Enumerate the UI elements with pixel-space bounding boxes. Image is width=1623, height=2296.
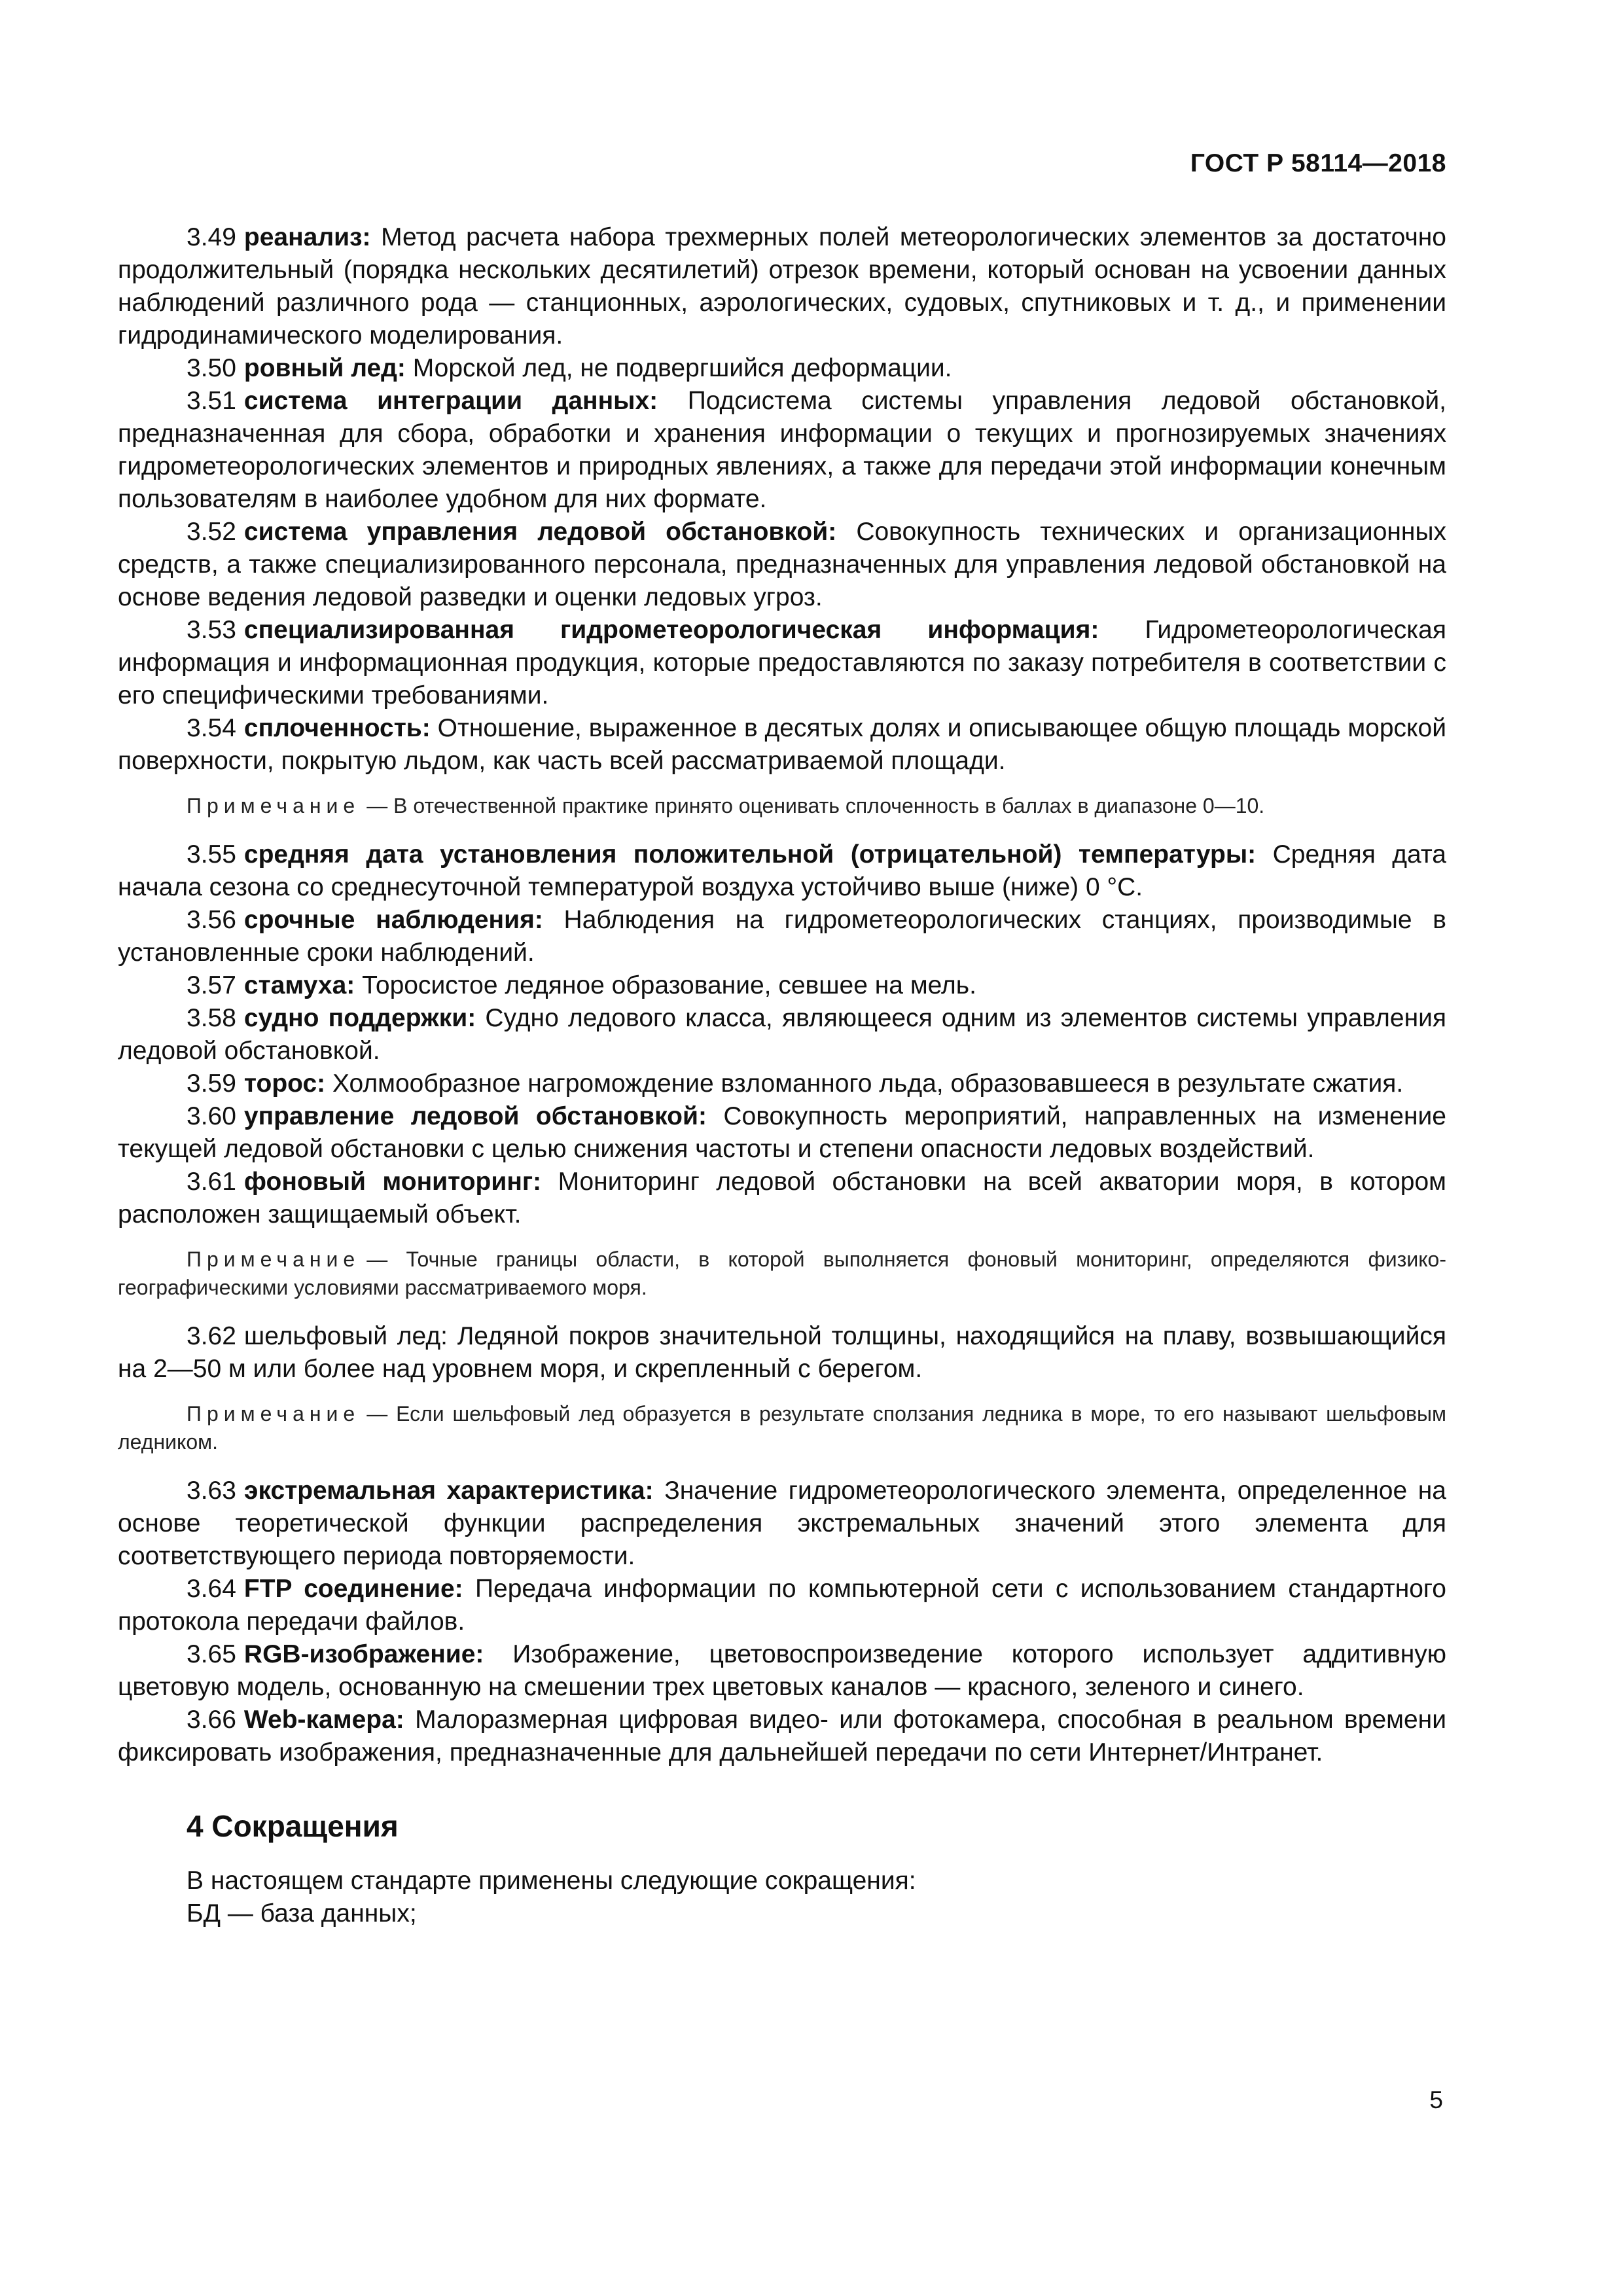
abbreviation-item: БД — база данных; [187,1899,417,1928]
term-number: 3.52 [187,518,236,546]
term-definition: Метод расчета набора трехмерных полей метеорологических элементов за достаточно продолжительный (порядка нескольких десятилетий) отрезок времени, который основан на усвоении данных наблюдений различного рода — станционных, аэрологических, судовых, спутниковых и т. д., и применении гидродинамического моделирования. [118,223,1446,350]
term-definition: Гидрометеорологическая информация и информационная продукция, которые предоставляются по заказу потребителя в соответствии с его специфическими требованиями. [118,616,1446,709]
term-name: RGB-изображение: [243,1640,484,1668]
term-name: фоновый мониторинг: [243,1168,542,1196]
term-entry [118,1573,1446,1638]
term-note [118,1400,1446,1456]
term-definition: Совокупность мероприятий, направленных на изменение текущей ледовой обстановки с целью снижения частоты и степени опасности ледовых воздействий. [118,1102,1447,1163]
document-code-header: ГОСТ Р 58114—2018 [1190,149,1446,177]
term-number: 3.57 [187,971,236,999]
term-name: Web-камера: [243,1706,404,1734]
term-definition: шельфовый лед: Ледяной покров значительной толщины, находящийся на плаву, возвышающийся на 2—50 м или более над уровнем моря, и скрепленный с берегом. [118,1322,1446,1383]
term-entry [118,712,1446,778]
term-entry [118,1067,1446,1100]
term-number: 3.54 [187,714,236,742]
note-text: — В отечественной практике принято оценивать сплоченность в баллах в диапазоне 0—10. [366,794,1265,817]
term-name: стамуха: [243,971,355,999]
term-number: 3.55 [187,840,236,869]
term-number: 3.65 [187,1640,236,1668]
term-number: 3.51 [187,387,236,415]
term-definition: Малоразмерная цифровая видео- или фотокамера, способная в реальном времени фиксировать изображения, предназначенные для дальнейшей передачи по сети Интернет/Интранет. [118,1706,1446,1767]
term-name: управление ледовой обстановкой: [243,1102,707,1130]
term-definition: Подсистема системы управления ледовой обстановкой, предназначенная для сбора, обработки и хранения информации о текущих и прогнозируемых значениях гидрометеорологических элементов и природных явлениях, а также для передачи этой информации конечным пользователям в наиболее удобном для них формате. [118,387,1446,513]
term-name: сплоченность: [243,714,431,742]
term-entry [118,1704,1446,1769]
term-entry [118,838,1446,904]
section-intro: В настоящем стандарте применены следующие сокращения: [187,1867,916,1895]
term-entry [118,352,1446,385]
term-number: 3.63 [187,1477,236,1505]
note-label: Примечание [187,1402,361,1426]
term-definition: Мониторинг ледовой обстановки на всей акватории моря, в котором расположен защищаемый объект. [118,1168,1446,1229]
term-entry [118,969,1446,1002]
section-title: 4 Сокращения [187,1809,399,1843]
term-number: 3.61 [187,1168,236,1196]
term-entry [118,1002,1446,1067]
term-number: 3.60 [187,1102,236,1130]
term-number: 3.58 [187,1004,236,1032]
term-entry [118,516,1446,614]
term-entry [118,1166,1446,1231]
term-number: 3.53 [187,616,236,644]
term-definition: Судно ледового класса, являющееся одним из элементов системы управления ледовой обстановкой. [118,1004,1447,1065]
term-name: средняя дата установления положительной (отрицательной) температуры: [243,840,1257,869]
term-name: специализированная гидрометеорологическая информация: [243,616,1099,644]
note-label: Примечание [187,794,361,817]
term-number: 3.59 [187,1069,236,1098]
term-name: экстремальная характеристика: [243,1477,654,1505]
term-entry [118,1638,1446,1704]
term-entry [118,1100,1446,1166]
note-label: Примечание [187,1247,361,1271]
term-definition: Наблюдения на гидрометеорологических станциях, производимые в установленные сроки наблюдений. [118,906,1447,967]
term-number: 3.49 [187,223,236,251]
note-text: — Если шельфовый лед образуется в результате сползания ледника в море, то его называют шельфовым ледником. [118,1402,1446,1454]
term-note [118,1246,1446,1302]
document-body [118,221,1446,1930]
terms-list [118,221,1446,1769]
term-number: 3.66 [187,1706,236,1734]
term-definition: Морской лед, не подвергшийся деформации. [412,354,952,382]
term-number: 3.62 [187,1322,236,1350]
term-entry [118,221,1446,352]
term-definition: Средняя дата начала сезона со среднесуточной температурой воздуха устойчиво выше (ниже) 0 °C. [118,840,1446,901]
term-definition: Значение гидрометеорологического элемента, определенное на основе теоретической функции распределения экстремальных значений этого элемента для соответствующего периода повторяемости. [118,1477,1447,1570]
term-definition: Совокупность технических и организационных средств, а также специализированного персонала, предназначенных для управления ледовой обстановкой на основе ведения ледовой разведки и оценки ледовых угроз. [118,518,1446,611]
term-definition: Изображение, цветовоспроизведение которого использует аддитивную цветовую модель, основанную на смешении трех цветовых каналов — красного, зеленого и синего. [118,1640,1446,1701]
term-note [118,792,1446,820]
term-definition: Холмообразное нагромождение взломанного льда, образовавшееся в результате сжатия. [332,1069,1404,1098]
page-number: 5 [1429,2087,1443,2113]
term-name: система управления ледовой обстановкой: [243,518,837,546]
term-entry [118,904,1446,969]
term-name: судно поддержки: [243,1004,476,1032]
term-name: срочные наблюдения: [243,906,543,934]
term-name: система интеграции данных: [243,387,658,415]
term-name: реанализ: [243,223,371,251]
term-name: торос: [243,1069,326,1098]
term-definition: Торосистое ледяное образование, севшее на мель. [362,971,976,999]
term-definition: Передача информации по компьютерной сети с использованием стандартного протокола передачи файлов. [118,1575,1446,1636]
term-entry [118,614,1446,712]
term-number: 3.50 [187,354,236,382]
term-entry [118,1320,1446,1386]
term-name: FTP соединение: [243,1575,463,1603]
term-number: 3.56 [187,906,236,934]
term-definition: Отношение, выраженное в десятых долях и описывающее общую площадь морской поверхности, покрытую льдом, как часть всей рассматриваемой площади. [118,714,1447,775]
term-number: 3.64 [187,1575,236,1603]
term-entry [118,385,1446,516]
term-name: ровный лед: [243,354,406,382]
note-text: — Точные границы области, в которой выполняется фоновый мониторинг, определяются физико-географическими условиями рассматриваемого моря. [118,1247,1446,1299]
term-entry [118,1475,1446,1573]
